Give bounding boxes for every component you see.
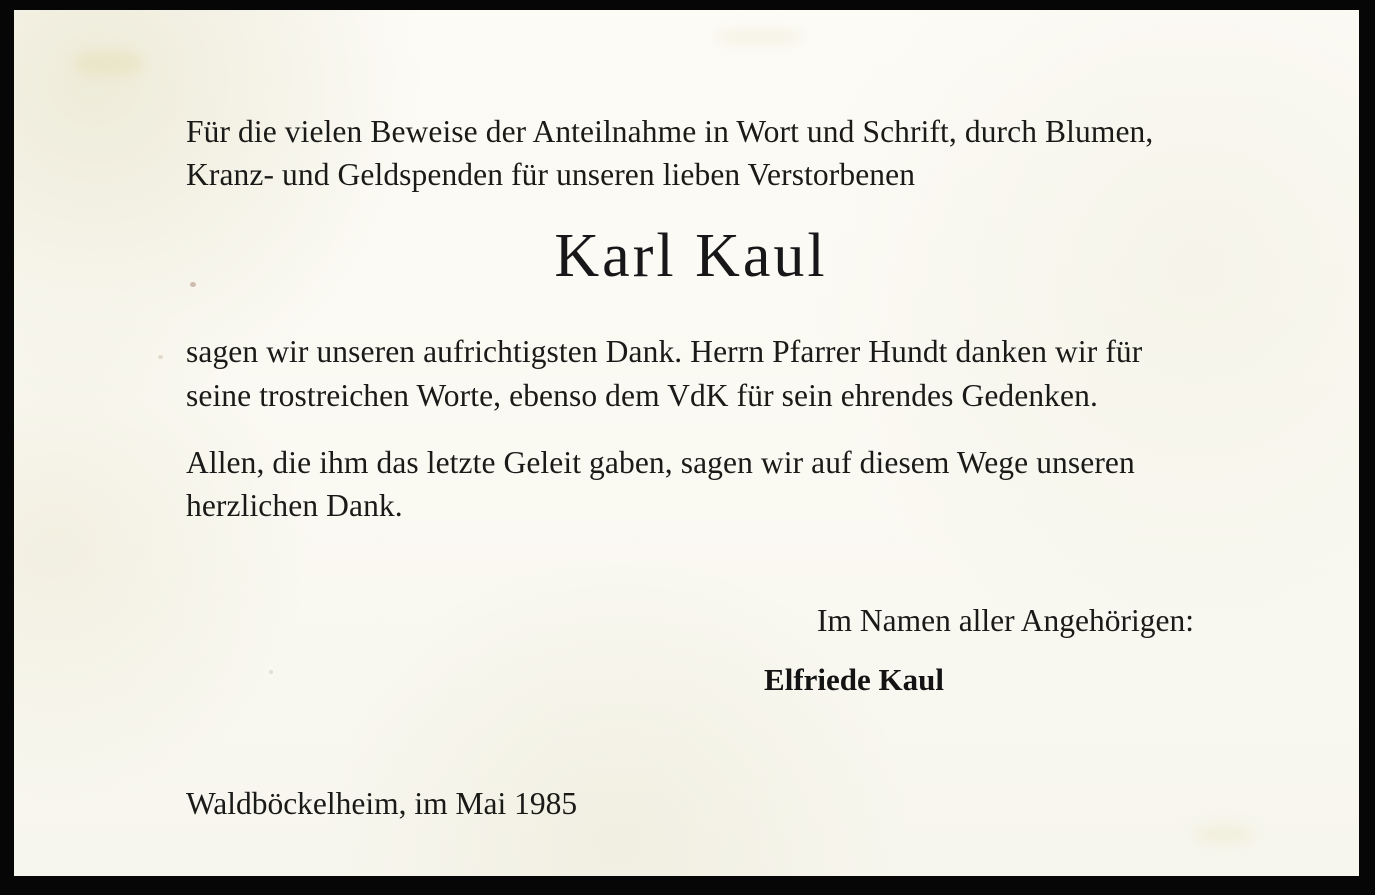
paper-speck bbox=[158, 355, 163, 359]
paper-stain bbox=[1194, 825, 1254, 843]
signature-block bbox=[186, 601, 1196, 700]
paper-stain bbox=[74, 50, 144, 76]
place-and-date: Waldböckelheim, im Mai 1985 bbox=[186, 786, 578, 822]
escort-paragraph: Allen, die ihm das letzte Geleit gaben, sagen wir auf diesem Wege unseren herzlichen Dank. bbox=[186, 444, 1135, 523]
signature-lead: Im Namen aller Angehörigen: bbox=[816, 603, 1194, 639]
memorial-card bbox=[14, 10, 1359, 876]
intro-paragraph: Für die vielen Beweise der Anteilnahme in Wort und Schrift, durch Blumen, Kranz- und Geldspenden für unseren lieben Verstorbenen bbox=[186, 114, 1154, 193]
signature-name: Elfriede Kaul bbox=[764, 661, 944, 697]
thanks-paragraph: sagen wir unseren aufrichtigsten Dank. Herrn Pfarrer Hundt danken wir für seine trostreichen Worte, ebenso dem VdK für sein ehrendes Gedenken. bbox=[186, 334, 1143, 413]
paper-stain bbox=[714, 30, 804, 44]
card-content bbox=[186, 110, 1196, 822]
deceased-name: Karl Kaul bbox=[554, 222, 828, 291]
